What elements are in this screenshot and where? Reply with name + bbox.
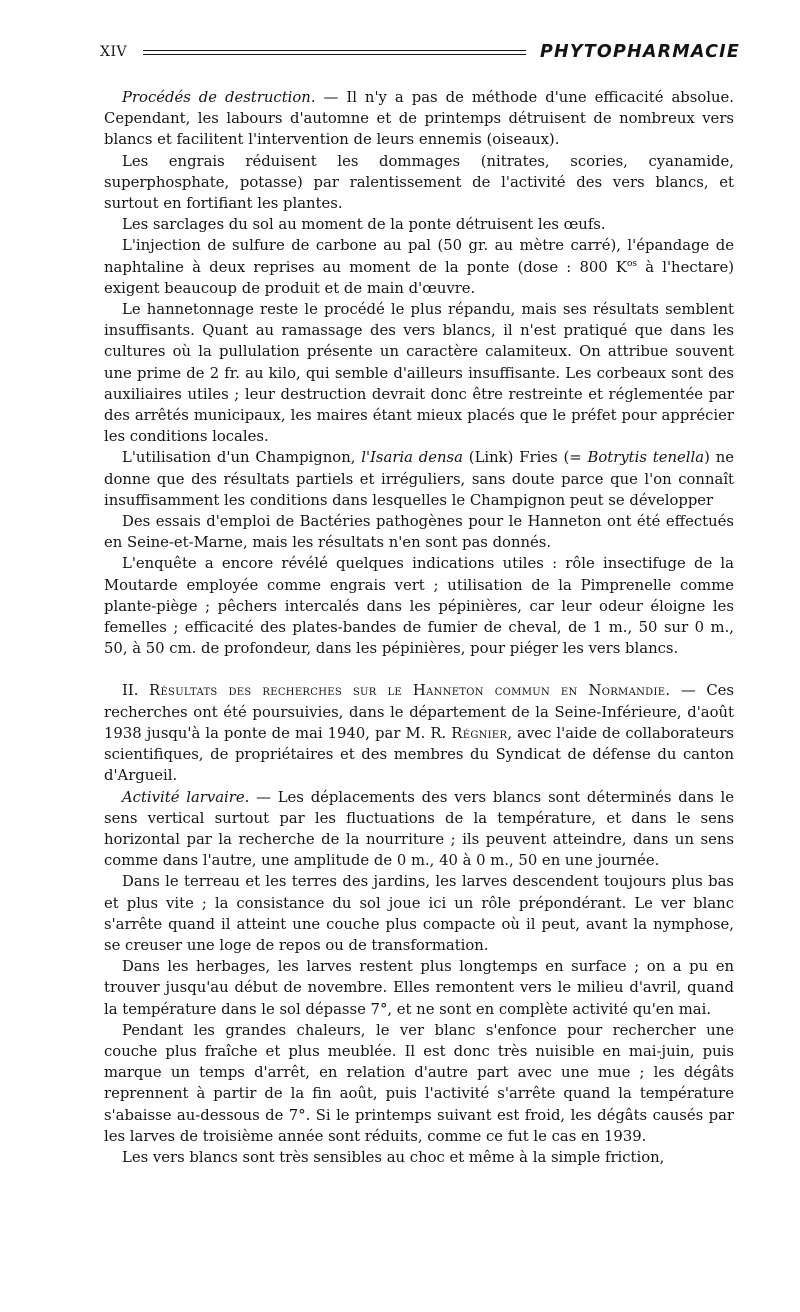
paragraph-heading: Activité larvaire. [122,788,250,806]
paragraph-text: (Link) Fries (= [462,449,588,467]
header-rule [143,50,526,55]
paragraph-text: — Les déplacements des vers blancs sont déterminés dans le sens vertical surtout par les fluctuations de la température, et dans le sens horizontal par la recherche de la nourriture ; ils peuvent atteindre, dans un sens comme dans l'autre, une amplitude de 0 m., 40 à 0 m., 50 en une journée. [104,788,734,870]
section-title: Résultats des recherches sur le Hanneton commun en Normandie. [149,682,671,700]
paragraph-text: , avec l'aide de collaborateurs scientifiques, de propriétaires et des membres du Syndicat de défense du canton d'Argueil. [104,724,735,785]
paragraph: Le hannetonnage reste le procédé le plus répandu, mais ses résultats semblent insuffisants. Quant au ramassage des vers blancs, il n'est pratiqué que dans les cultures où la pullulation présente un caractère calamiteux. On attribue souvent une prime de 2 fr. au kilo, qui semble d'ailleurs insuffisante. Les corbeaux sont des auxiliaires utiles ; leur destruction devrait donc être restreinte et réglementée par des arrêtés municipaux, les maires étant mieux placés que le préfet pour apprécier les conditions locales. [104,301,734,446]
page-number: XIV [100,44,128,60]
section-paragraph [104,680,734,786]
paragraph [104,87,734,151]
paragraph: Les engrais réduisent les dommages (nitrates, scories, cyanamide, superphosphate, potasse) par ralentissement de l'activité des vers blancs, et surtout en fortifiant les plantes. [104,152,734,213]
body-text [104,87,734,1168]
paragraph: Les vers blancs sont très sensibles au choc et même à la simple friction, [122,1148,665,1166]
species-name: l'Isaria densa [361,449,463,467]
section-number: II. [122,682,149,700]
paragraph-heading: Procédés de destruction. [122,89,316,106]
author-name: Régnier [451,724,508,742]
paragraph: L'enquête a encore révélé quelques indications utiles : rôle insectifuge de la Moutarde employée comme engrais vert ; utilisation de la Pimprenelle comme plante-piège ; pêchers intercalés dans les pépinières, car leur odeur éloigne les femelles ; efficacité des plates-bandes de fumier de cheval, de 1 m., 50 sur 0 m., 50, à 50 cm. de profondeur, dans les pépinières, pour piéger les vers blancs. [104,555,734,658]
paragraph-text: — Il n'y a pas de méthode d'une efficacité absolue. Cependant, les labours d'automne et de printemps détruisent de nombreux vers blancs et facilitent l'intervention de leurs ennemis (oiseaux). [104,89,734,149]
running-title: PHYTOPHARMACIE [540,42,740,62]
paragraph-text: L'injection de sulfure de carbone au pal (50 gr. au mètre carré), l'épandage de naphtaline à deux reprises au moment de la ponte (dose : 800 K [104,237,734,276]
paragraph: Pendant les grandes chaleurs, le ver blanc s'enfonce pour rechercher une couche plus fraîche et plus meublée. Il est donc très nuisible en mai-juin, puis marque un temps d'arrêt, en relation d'autre part avec une mue ; les dégâts reprennent à partir de la fin août, puis l'activité s'arrête quand la température s'abaisse au-dessous de 7°. Si le printemps suivant est froid, les dégâts causés par les larves de troisième année sont réduits, comme ce fut le cas en 1939. [104,1021,734,1145]
paragraph [104,235,734,299]
paragraph-text: — Ces recherches ont été poursuivies, dans le département de la Seine-Inférieure, d'août 1938 jusqu'à la ponte de mai 1940, par M. R. [104,682,734,742]
paragraph-text: à l'hectare) exigent beaucoup de produit et de main d'œuvre. [104,258,734,297]
paragraph [104,447,734,511]
paragraph-text: L'utilisation d'un Champignon, [122,449,362,467]
superscript: os [626,258,638,269]
species-name: Botrytis tenella [587,449,705,467]
paragraph: Les sarclages du sol au moment de la ponte détruisent les œufs. [122,216,606,234]
paragraph: Dans le terreau et les terres des jardins, les larves descendent toujours plus bas et plus vite ; la consistance du sol joue ici un rôle prépondérant. Le ver blanc s'arrête quand il atteint une couche plus compacte où il peut, avant la nymphose, se creuser une loge de repos ou de transformation. [104,873,734,954]
paragraph: Des essais d'emploi de Bactéries pathogènes pour le Hanneton ont été effectués en Seine-et-Marne, mais les résultats n'en sont pas donnés. [104,513,734,552]
page-header [100,40,740,64]
paragraph [104,787,734,872]
paragraph-text: ) ne donne que des résultats partiels et irréguliers, sans doute parce que l'on connaît insuffisamment les conditions dans lesquelles le Champignon peut se développer [104,449,734,509]
paragraph: Dans les herbages, les larves restent plus longtemps en surface ; on a pu en trouver jusqu'au début de novembre. Elles remontent vers le milieu d'avril, quand la température dans le sol dépasse 7°, et ne sont en complète activité qu'en mai. [104,958,734,1018]
